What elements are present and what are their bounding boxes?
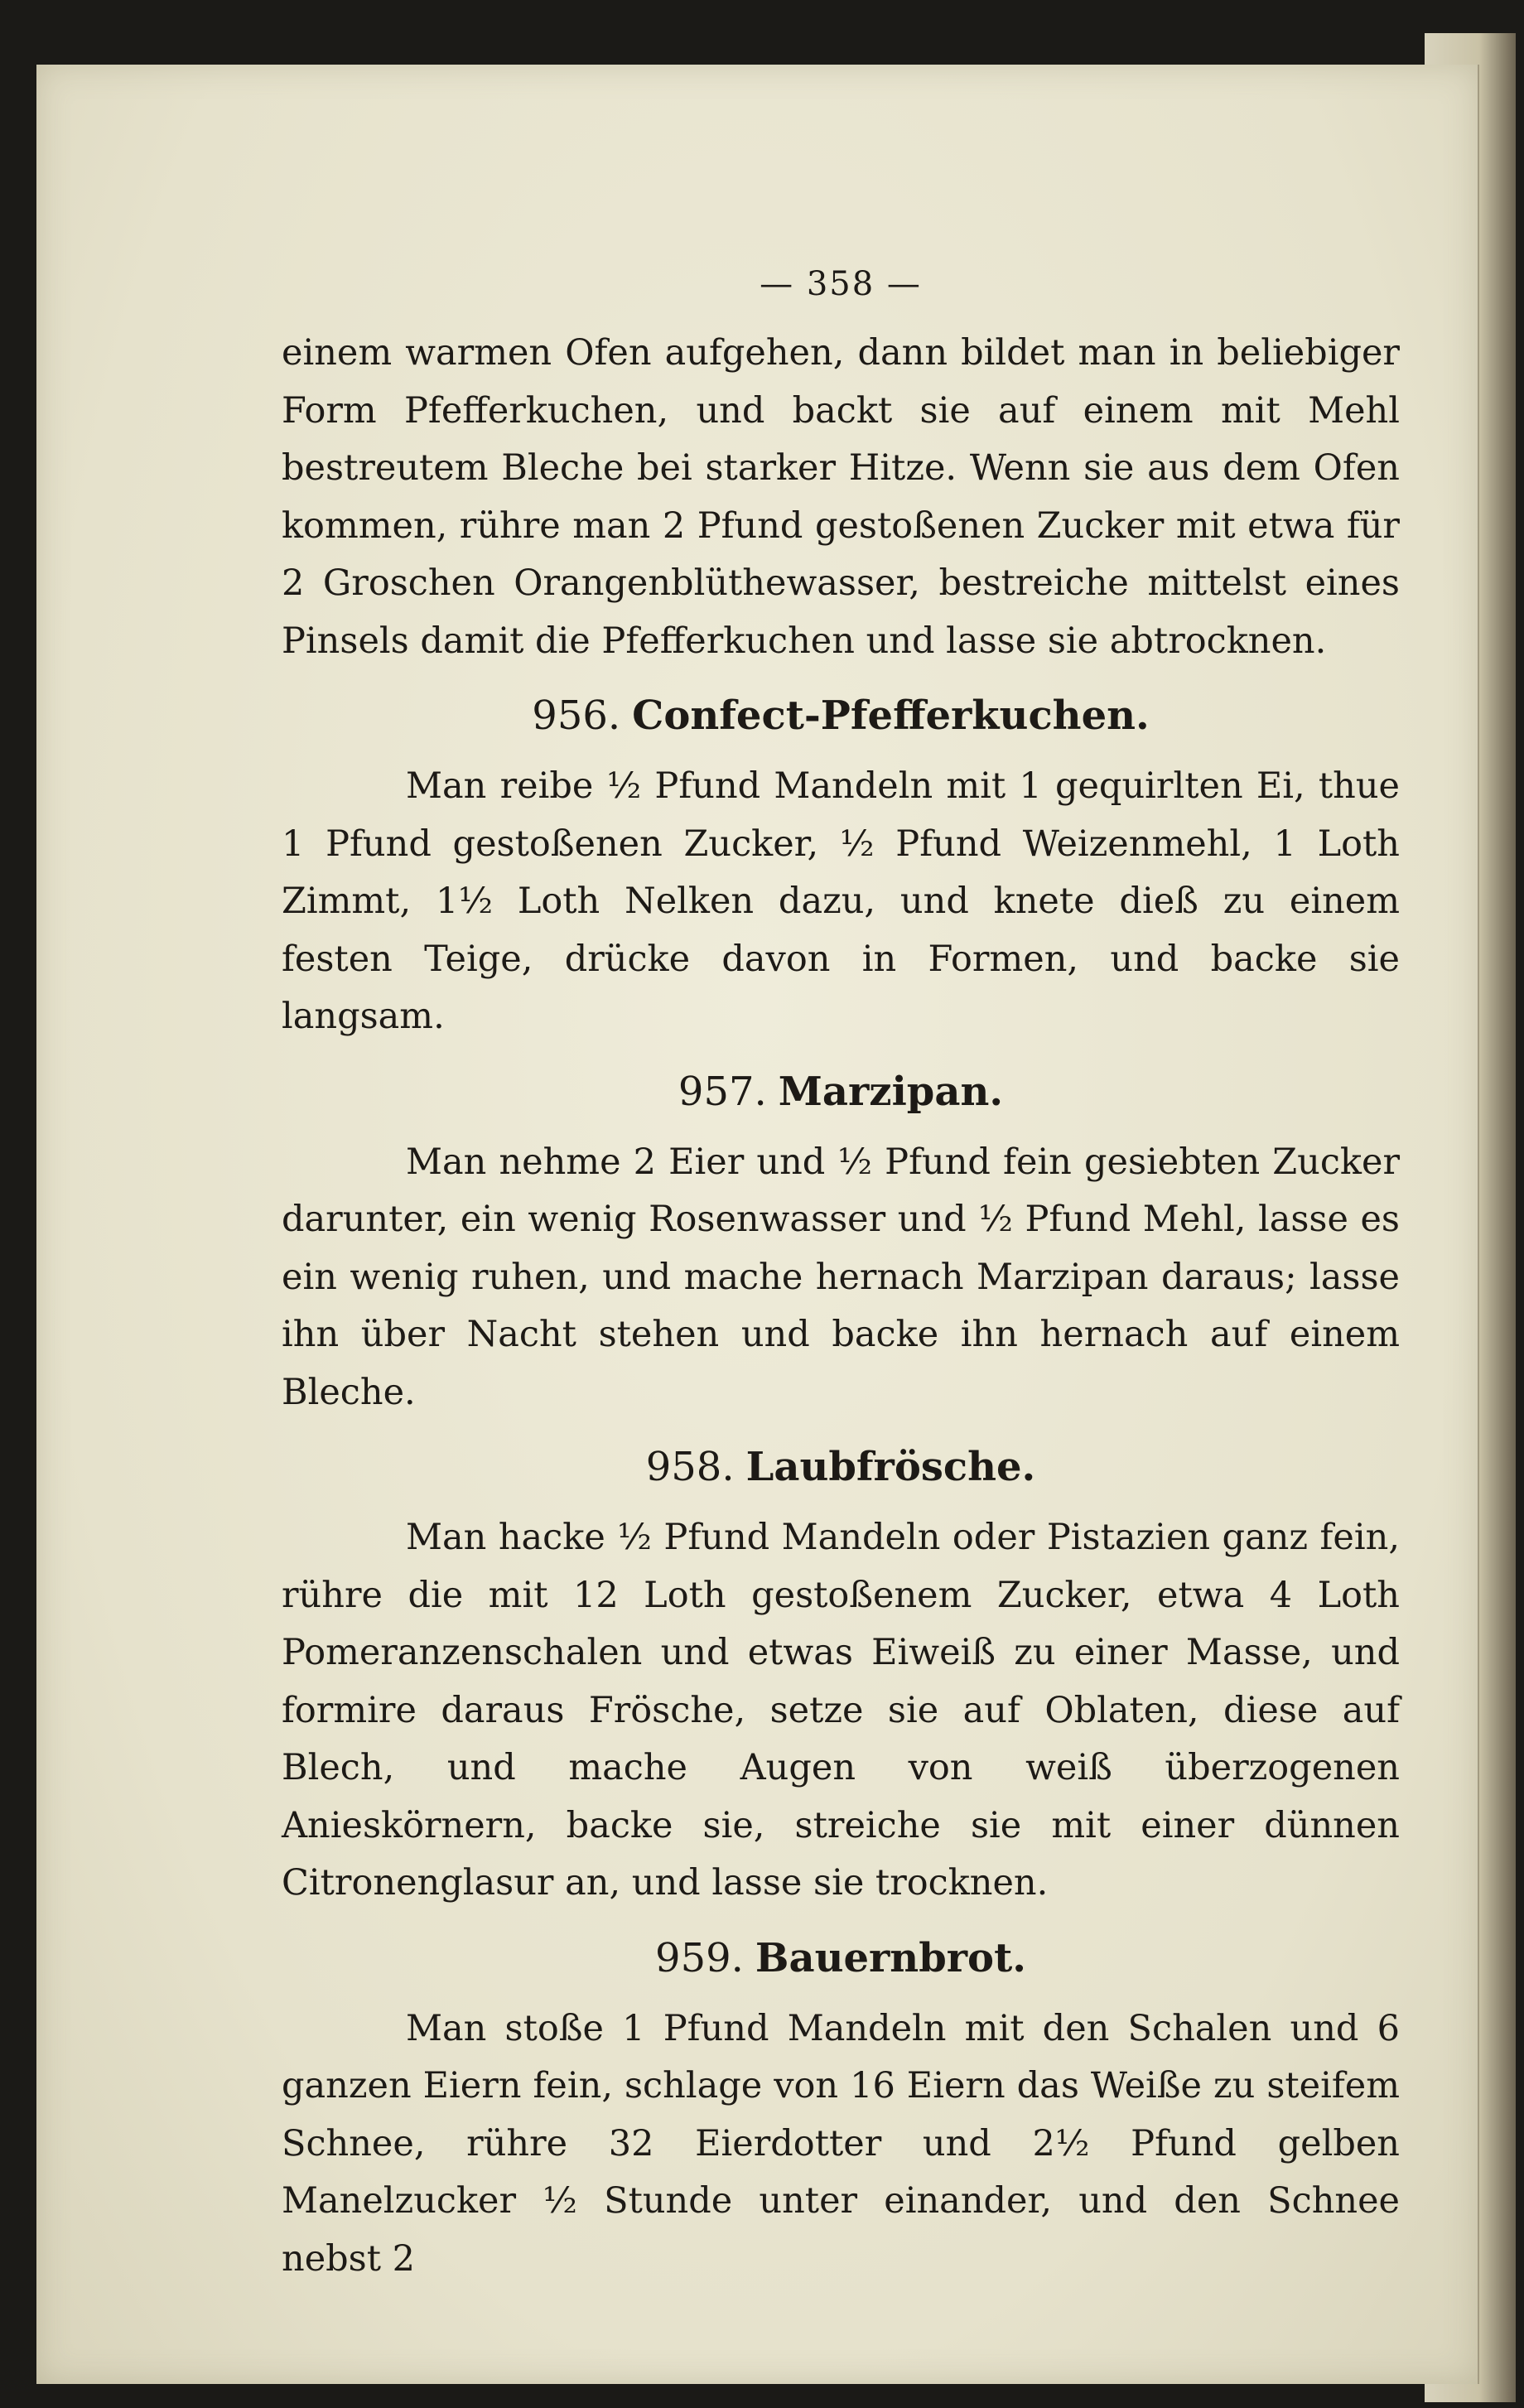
recipe-title: Marzipan.: [778, 1068, 1004, 1115]
recipe-number: 957.: [678, 1068, 767, 1115]
recipe-text-957: Man nehme 2 Eier und ½ Pfund fein gesiebten Zucker darunter, ein wenig Rosenwasser und ½ Pfund Mehl, lasse es ein wenig ruhen, und mache hernach Marzipan daraus; lasse ihn über Nacht stehen und backe ihn hernach auf einem Bleche.: [282, 1141, 1400, 1413]
recipe-text-958: Man hacke ½ Pfund Mandeln oder Pistazien ganz fein, rühre die mit 12 Loth gestoßenem Zucker, etwa 4 Loth Pomeranzenschalen und etwas Eiweiß zu einer Masse, und formire daraus Frösche, setze sie auf Oblaten, diese auf Blech, und mache Augen von weiß überzogenen Anieskörnern, backe sie, streiche sie mit einer dünnen Citronenglasur an, und lasse sie trocknen.: [282, 1517, 1400, 1904]
recipe-text-959: Man stoße 1 Pfund Mandeln mit den Schalen und 6 ganzen Eiern fein, schlage von 16 Eiern das Weiße zu steifem Schnee, rühre 32 Eierdotter und 2½ Pfund gelben Manelzucker ½ Stunde unter einander, und den Schnee nebst 2: [282, 2007, 1400, 2280]
page-number: — 358 —: [760, 265, 922, 303]
recipe-title: Confect-Pfefferkuchen.: [632, 692, 1150, 739]
intro-paragraph: einem warmen Ofen aufgehen, dann bildet man in beliebiger Form Pfefferkuchen, und backt sie auf einem mit Mehl bestreutem Bleche bei starker Hitze. Wenn sie aus dem Ofen kommen, rühre man 2 Pfund gestoßenen Zucker mit etwa für 2 Groschen Orangenblüthewasser, bestreiche mittelst eines Pinsels damit die Pfefferkuchen und lasse sie abtrocknen.: [282, 332, 1400, 662]
page-content: [282, 189, 1400, 2288]
book-page: [36, 65, 1479, 2384]
recipe-number: 956.: [532, 692, 621, 739]
recipe-heading-959: [282, 1928, 1400, 1989]
recipe-heading-956: [282, 685, 1400, 746]
recipe-title: Bauernbrot.: [755, 1934, 1026, 1981]
recipe-number: 959.: [655, 1934, 744, 1981]
recipe-title: Laubfrösche.: [745, 1444, 1036, 1490]
recipe-number: 958.: [645, 1444, 735, 1490]
recipe-text-956: Man reibe ½ Pfund Mandeln mit 1 gequirlten Ei, thue 1 Pfund gestoßenen Zucker, ½ Pfund Weizenmehl, 1 Loth Zimmt, 1½ Loth Nelken dazu, und knete dieß zu einem festen Teige, drücke davon in Formen, und backe sie langsam.: [282, 765, 1400, 1037]
recipe-heading-958: [282, 1436, 1400, 1498]
recipe-heading-957: [282, 1061, 1400, 1122]
